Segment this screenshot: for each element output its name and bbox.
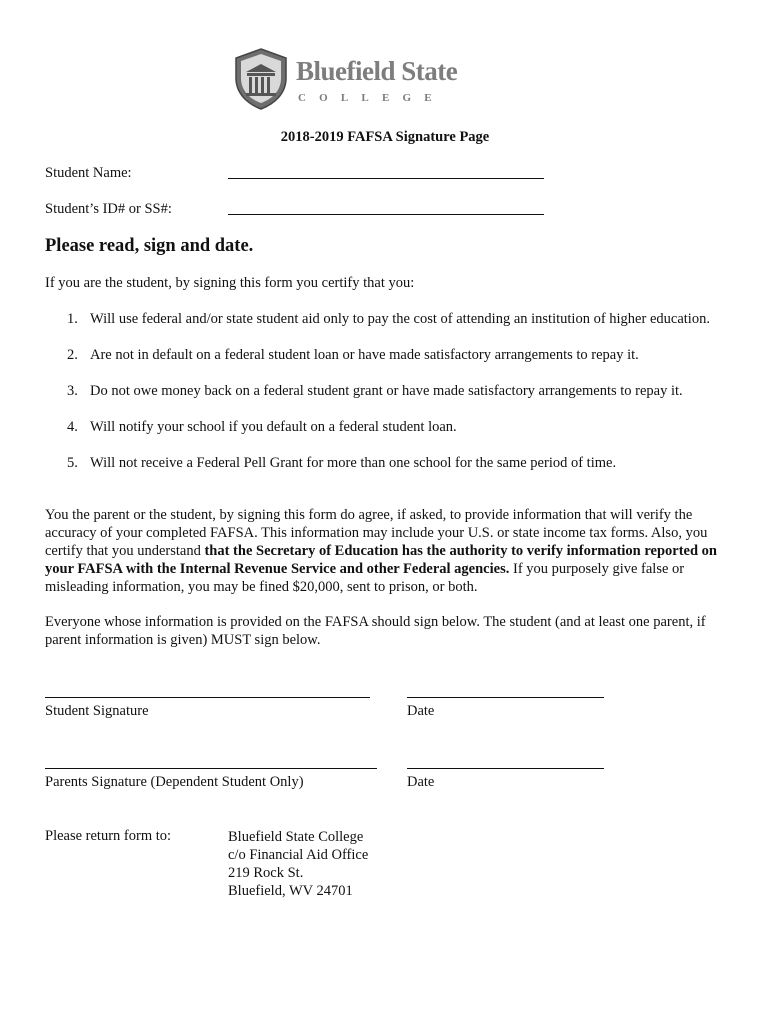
list-item bbox=[45, 454, 735, 472]
student-date-line[interactable] bbox=[407, 697, 604, 698]
list-number: 4. bbox=[67, 419, 78, 435]
logo-subtitle: COLLEGE bbox=[298, 92, 445, 104]
address-line: 219 Rock St. bbox=[228, 865, 304, 881]
list-number: 2. bbox=[67, 347, 78, 363]
page-title: 2018-2019 FAFSA Signature Page bbox=[280, 129, 490, 145]
agreement-part-1: You the parent or the student, by signing this form do agree, if asked, to provide information that will verify the accuracy of your completed FAFSA. This information may include your U.S. or state income tax forms. Also, you certify that you understand bbox=[45, 507, 708, 559]
list-number: 1. bbox=[67, 311, 78, 327]
parent-agreement-text bbox=[45, 506, 735, 596]
student-name-label: Student Name: bbox=[45, 165, 132, 181]
list-text: Will not receive a Federal Pell Grant for more than one school for the same period of time. bbox=[90, 455, 617, 471]
instructions-heading: Please read, sign and date. bbox=[45, 236, 254, 256]
list-text: Will notify your school if you default on a federal student loan. bbox=[90, 419, 457, 435]
address-line: Bluefield State College bbox=[228, 829, 364, 845]
parent-date-label: Date bbox=[407, 774, 435, 790]
list-item bbox=[45, 346, 735, 364]
student-signature-line[interactable] bbox=[45, 697, 370, 698]
list-number: 3. bbox=[67, 383, 78, 399]
address-line: c/o Financial Aid Office bbox=[228, 847, 369, 863]
student-id-label: Student’s ID# or SS#: bbox=[45, 201, 172, 217]
parent-signature-label: Parents Signature (Dependent Student Only) bbox=[45, 774, 304, 790]
shield-logo-icon bbox=[234, 48, 288, 110]
list-text: Do not owe money back on a federal student grant or have made satisfactory arrangements to repay it. bbox=[90, 383, 683, 399]
student-name-line[interactable] bbox=[228, 178, 544, 179]
logo-name: Bluefield State bbox=[296, 56, 458, 86]
intro-text: If you are the student, by signing this form you certify that you: bbox=[45, 275, 415, 291]
return-address bbox=[228, 828, 368, 900]
list-text: Will use federal and/or state student aid only to pay the cost of attending an institution of higher education. bbox=[90, 311, 710, 327]
college-logo bbox=[234, 48, 474, 112]
parent-date-line[interactable] bbox=[407, 768, 604, 769]
list-text: Are not in default on a federal student loan or have made satisfactory arrangements to repay it. bbox=[90, 347, 639, 363]
parent-signature-line[interactable] bbox=[45, 768, 377, 769]
student-signature-label: Student Signature bbox=[45, 703, 149, 719]
list-item bbox=[45, 310, 735, 328]
list-item bbox=[45, 382, 735, 400]
certification-list bbox=[45, 310, 735, 472]
student-date-label: Date bbox=[407, 703, 435, 719]
list-item bbox=[45, 418, 735, 436]
agreement-bold: that the Secretary of Education has the authority to verify information reported on your FAFSA with the Internal Revenue Service and other Federal agencies. bbox=[45, 543, 718, 577]
student-id-line[interactable] bbox=[228, 214, 544, 215]
agreement-part-2: If you purposely give false or misleading information, you may be fined $20,000, sent to prison, or both. bbox=[45, 561, 685, 595]
everyone-sign-text: Everyone whose information is provided on the FAFSA should sign below. The student (and at least one parent, if parent information is given) MUST sign below. bbox=[45, 614, 706, 648]
return-label: Please return form to: bbox=[45, 828, 172, 844]
address-line: Bluefield, WV 24701 bbox=[228, 883, 353, 899]
list-number: 5. bbox=[67, 455, 78, 471]
